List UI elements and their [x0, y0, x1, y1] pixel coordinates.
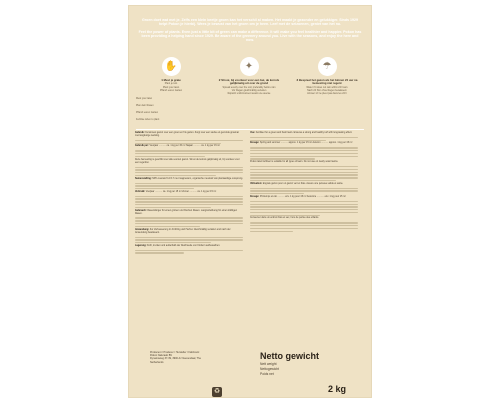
step-title: Strooi, bij voorkeur voor een bui, de korrels gelijkmatig uit over de grond [221, 78, 280, 86]
row-label: Pflanzt euren Garten [136, 111, 159, 114]
text-block [135, 245, 243, 248]
text-block [250, 217, 358, 220]
step-line: Plant je tuin [164, 82, 178, 86]
step-line: Arroser s'il ne pleut pas dans les 24 h [307, 92, 347, 95]
step-line: Pflanzt euren Garten [159, 88, 183, 92]
step-line: Vor Regen gleichmäßig verteilen [231, 88, 267, 92]
block-heading: Gebruik: [135, 132, 145, 134]
text-block [135, 132, 243, 138]
block-text: Zur Verbesserung im Frühling und Herbst. Gleichmäßig verteilen und nach der Anwendung bewässern. [135, 228, 231, 234]
hand-soil-icon: ✋ [162, 57, 181, 76]
step-3 [292, 57, 362, 95]
row-label: Plan dein Rasen [136, 104, 154, 107]
text-block [250, 196, 358, 199]
row-label: Mest your lawn [136, 97, 153, 100]
net-weight-block [260, 351, 360, 377]
block-text: Printemps et été ........... env. 1 kg pour 15 m² Automne ........... env. 1 kg pour 15 m² [259, 195, 346, 198]
text-block [250, 142, 358, 145]
row-label: Fertilise when to plant [136, 118, 160, 121]
block-text: Kühl, trocken und außerhalb der Reichweite von Kindern aufbewahren. [147, 244, 221, 247]
text-block [135, 145, 243, 148]
block-heading: Lagerung: [135, 244, 147, 247]
text-block [135, 178, 243, 181]
block-text: Kunstmest gazon voor een groen en fris gazon. Zorgt voor een sterke en gezonde grasmat met langdurige werking. [135, 132, 239, 138]
block-heading: Verbruik: [135, 190, 146, 193]
left-text-column [135, 132, 243, 255]
block-text: NPK-meststof 14-5-7 met magnesium, organische meststof van plantaardige oorsprong. [152, 177, 243, 180]
section-divider [136, 129, 364, 130]
step-number: 1 [161, 78, 163, 82]
instruction-steps [136, 57, 364, 122]
spread-icon: ✦ [240, 57, 259, 76]
block-heading: Use: [250, 132, 256, 134]
block-heading: Gebrauch: [135, 209, 147, 212]
block-text: Rasendünger für einen grünen und frischen Rasen. Langzeitwirkung für einen kräftigen Rasen. [135, 209, 238, 215]
net-weight-value: 2 kg [328, 384, 347, 394]
step-line: Nach 24 Std. ohne Regen bewässern [307, 88, 347, 92]
step-2 [214, 57, 284, 95]
producer-info [150, 351, 210, 364]
net-weight-translation: Nett weight [260, 362, 277, 366]
step-row-labels [136, 95, 159, 123]
block-text: Engrais gazon pour un gazon vert et frais. Assure une pelouse solide et saine. [262, 182, 344, 185]
block-text: Fertiliser for a green and fresh lawn. Ensures a strong and healthy turf with long-lasting effect. [255, 132, 353, 134]
step-number: 3 [296, 78, 299, 82]
block-heading: Utilisation: [250, 182, 263, 185]
producer-name: Pokon Naturado BV [150, 354, 173, 358]
block-heading: Anwendung: [135, 228, 150, 231]
step-1 [136, 57, 206, 92]
producer-label: Producent / Producer / Hersteller / Fabricant: [150, 351, 200, 354]
text-block [250, 132, 358, 135]
intro-english: Feel the power of plants. Even just a little bit of green can make a difference. It will make you feel healthier and happier. Pokon has been providing a helping hand since 1929. Be aware of the greenery around you. Live with the seasons, and enjoy the here and now. [138, 29, 362, 43]
block-heading: Dosage: [250, 142, 260, 145]
net-weight-translation: Nettogewicht [260, 367, 280, 372]
step-line: Répartir uniformément avant une averse [227, 92, 271, 95]
product-package [128, 5, 372, 398]
text-block [250, 183, 358, 186]
text-block [135, 229, 243, 235]
block-heading: Dosage: [250, 195, 260, 198]
block-text: Conserver dans un endroit frais et sec, hors de portée des enfants. [250, 217, 319, 220]
right-text-column [250, 132, 358, 233]
step-line: Plant your lawn [162, 85, 180, 89]
block-text: Deze bemesting is geschikt voor alle soorten gazon. Strooi de korrels gelijkmatig uit, bij voorkeur voor een regenbui. [135, 158, 240, 164]
step-line: Spread evenly over the soil, preferably before rain [222, 85, 276, 89]
text-block [250, 161, 358, 164]
step-line: Water if it does not rain within 24 hours [306, 85, 348, 89]
step-number: 2 [218, 78, 221, 82]
intro-dutch: Groen doet wat met je. Zelfs een klein beetje groen kan het verschil al maken. Het maakt je gezonder en gelukkiger. Sinds 1929 helpt Pokon je hierbij. Wees je bewust van het groen om je heen. Leef met de seizoenen, geniet van het nu. [141, 18, 359, 27]
step-title: Bespreel het gazon als het binnen 24 uur na bemesting niet regent [299, 78, 358, 86]
text-block [135, 210, 243, 216]
block-text: Voorjaar ........... ca. 1 kg per 15 m² Zomer ........... ca. 1 kg per 15 m² [145, 190, 217, 193]
recycle-icon: ♻ [213, 388, 221, 395]
producer-address: Dynamoweg 37-39, 3900 AJ Veenendaal, The Netherlands [150, 357, 201, 364]
watering-can-icon: ☂ [318, 57, 337, 76]
block-heading: Samenstelling: [135, 177, 152, 180]
block-text: Spring and summer ........... approx. 1 kg per 15 m² Autumn ........... approx. 1 kg per 15 m² [259, 142, 353, 145]
block-text: Pokon lawn fertiliser is suitable for all types of lawn. Do not use on newly sown lawns. [250, 161, 339, 164]
text-block [135, 191, 243, 194]
text-block [135, 159, 243, 165]
net-weight-title: Netto gewicht [260, 351, 320, 361]
block-heading: Gebruik per: [135, 145, 149, 148]
net-weight-translation: Poids net [260, 372, 274, 377]
intro-text [138, 18, 362, 45]
block-text: Voorjaar ........... ca. 1 kg per 15 m² Najaar ........... ca. 1 kg per 15 m² [149, 145, 221, 148]
step-title: Mest je grate [163, 78, 181, 82]
